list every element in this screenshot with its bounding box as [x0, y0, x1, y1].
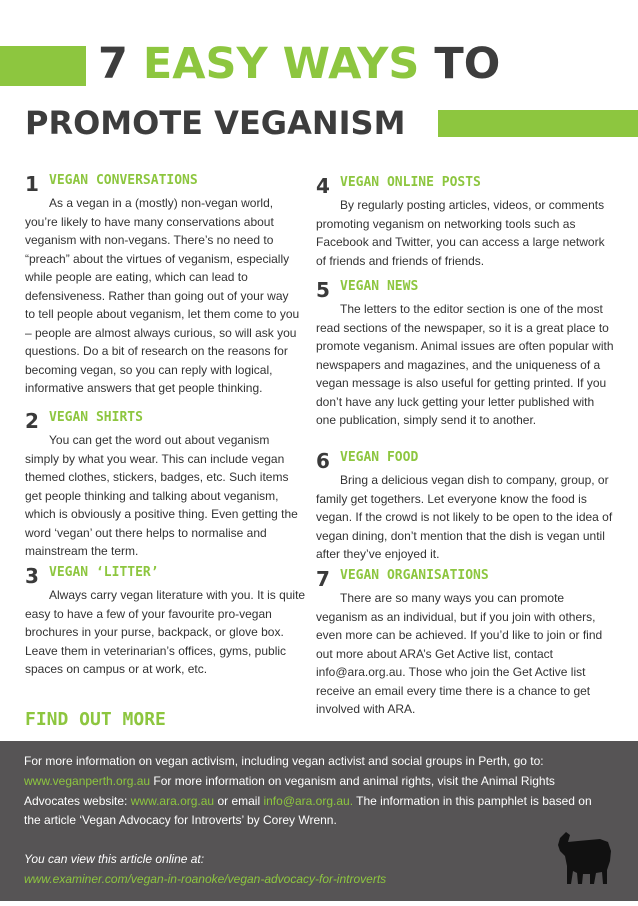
- section-vegan-organisations: [316, 567, 616, 719]
- section-body: You can get the word out about veganism simply by what you wear. This can include vegan themed clothes, stickers, badges, etc. Such items get people thinking and talking about veganism, which is obviously a positive thing. Even getting the word ‘vegan’ out there helps to normalise and mainstream the term.: [25, 433, 298, 558]
- title-to: TO: [434, 39, 501, 89]
- section-body: Bring a delicious vegan dish to company, group, or family get togethers. Let everyone know the food is vegan. If the crowd is not likely to be open to the idea of vegan dining, don’t mention that the dish is vegan until after they’ve enjoyed it.: [316, 473, 613, 561]
- section-number: 6: [316, 449, 330, 473]
- section-header: [25, 564, 307, 586]
- veganperth-link[interactable]: www.veganperth.org.au: [24, 773, 151, 788]
- section-header: [316, 567, 616, 589]
- section-title: VEGAN CONVERSATIONS: [49, 173, 198, 188]
- footer-panel: [0, 741, 638, 901]
- section-body: As a vegan in a (mostly) non-vegan world, you’re likely to have many conservations about veganism with non-vegans. There’s no need to “preach” about the virtues of veganism, especially while people are eating, which can lead to defensiveness. Rather than going out of your way to tell people about veganism, let them come to you – people are almost always curious, so will ask you questions. Do a bit of research on the reasons for becoming vegan, so you can reply with logical, informative answers that get people thinking.: [25, 196, 300, 395]
- section-number: 4: [316, 174, 330, 198]
- footer-text-4: The information in this pamphlet is based on the article ‘Vegan Advocacy for Introverts’ by Corey Wrenn.: [24, 793, 592, 828]
- section-body: Always carry vegan literature with you. It is quite easy to have a few of your favourite pro-vegan brochures in your purse, backpack, or glove box. Leave them in veterinarian’s offices, gyms, public spaces on campus or at work, etc.: [25, 588, 306, 676]
- find-out-more-title: FIND OUT MORE: [25, 709, 166, 730]
- footer-text-1: For more information on vegan activism, including vegan activist and social groups in Perth, go to:: [24, 754, 544, 768]
- section-title: VEGAN ONLINE POSTS: [340, 175, 481, 190]
- footer-note: You can view this article online at:: [24, 852, 205, 867]
- section-vegan-conversations: [25, 172, 300, 398]
- section-body: There are so many ways you can promote veganism as an individual, but if you join with others, even more can be achieved. If you’d like to join or find out more about ARA’s Get Active list, contact info@ara.org.au. Those who join the Get Active list receive an email every time there is a chance to get involved with ARA.: [316, 591, 603, 716]
- page-title-line-1: [98, 40, 500, 88]
- footer-paragraph: [24, 752, 602, 831]
- section-title: VEGAN ORGANISATIONS: [340, 568, 489, 583]
- header-green-bar-right: [438, 110, 638, 137]
- ara-email-link[interactable]: info@ara.org.au.: [263, 793, 354, 808]
- title-accent: EASY WAYS: [142, 39, 420, 89]
- section-body: The letters to the editor section is one of the most read sections of the newspaper, so it is a great place to promote veganism. Animal issues are often popular with newspapers and magazines, and the uniqueness of a vegan message is also useful for getting printed. If you don’t have any luck getting your letter published with one publication, simply send it to another.: [316, 302, 614, 427]
- section-vegan-food: [316, 449, 616, 564]
- section-title: VEGAN SHIRTS: [49, 410, 143, 425]
- section-header: [316, 278, 616, 300]
- footer-text-3: or email: [214, 793, 264, 808]
- header-green-bar-left: [0, 46, 86, 86]
- section-title: VEGAN FOOD: [340, 450, 419, 465]
- section-number: 5: [316, 278, 330, 302]
- section-number: 2: [25, 409, 39, 433]
- section-number: 1: [25, 172, 39, 196]
- section-header: [25, 172, 300, 194]
- section-header: [25, 409, 305, 431]
- section-vegan-news: [316, 278, 616, 430]
- section-title: VEGAN ‘LITTER’: [49, 565, 159, 580]
- section-number: 7: [316, 567, 330, 591]
- section-title: VEGAN NEWS: [340, 279, 419, 294]
- footer-text-2: For more information on veganism and animal rights, visit the Animal Rights Advocates website:: [24, 773, 555, 808]
- section-header: [316, 174, 616, 196]
- section-header: [316, 449, 616, 471]
- section-vegan-litter: [25, 564, 307, 679]
- page-title-line-2: PROMOTE VEGANISM: [25, 104, 406, 142]
- cow-icon: [556, 818, 616, 888]
- title-number: 7: [98, 39, 128, 89]
- ara-website-link[interactable]: www.ara.org.au: [130, 793, 215, 808]
- section-body: By regularly posting articles, videos, or comments promoting veganism on networking tools such as Facebook and Twitter, you can access a large network of friends and friends of friends.: [316, 198, 605, 268]
- section-number: 3: [25, 564, 39, 588]
- article-link[interactable]: www.examiner.com/vegan-in-roanoke/vegan-advocacy-for-introverts: [24, 871, 387, 886]
- section-vegan-shirts: [25, 409, 305, 561]
- section-vegan-online-posts: [316, 174, 616, 270]
